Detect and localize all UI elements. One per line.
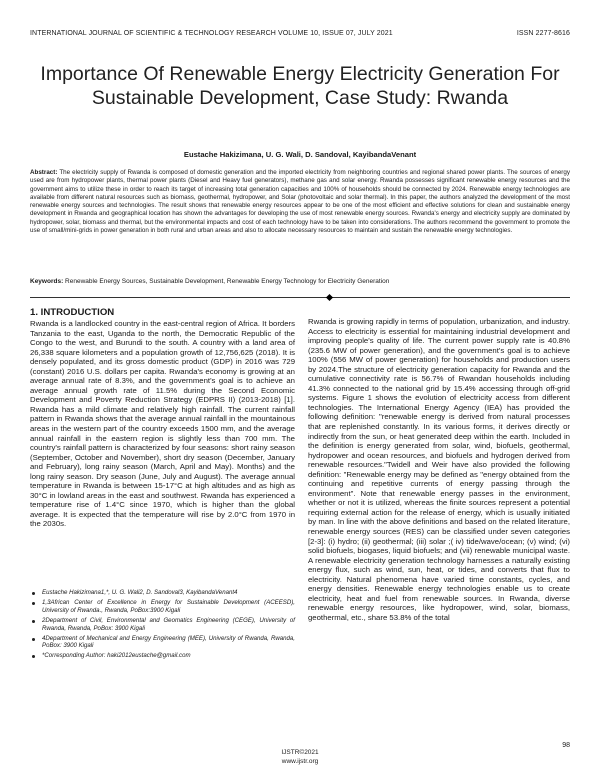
keywords-label: Keywords: [30, 278, 64, 285]
affiliation-item: 1,3African Center of Excellence in Energy for Sustainable Development (ACEESD), University of Rwanda., Rwanda, PoBox:3900 Kigali [30, 599, 295, 615]
issn: ISSN 2277-8616 [516, 30, 570, 37]
divider-line [30, 297, 570, 298]
affiliation-list [30, 589, 295, 662]
section-heading: 1. INTRODUCTION [30, 307, 115, 318]
journal-header: INTERNATIONAL JOURNAL OF SCIENTIFIC & TECHNOLOGY RESEARCH VOLUME 10, ISSUE 07, JULY 2021 [30, 30, 393, 37]
journal-url[interactable]: www.ijstr.org [281, 758, 319, 765]
copyright-footer: IJSTR©2021 [281, 749, 319, 756]
abstract [30, 169, 570, 235]
corresponding-author: *Corresponding Author: haki2012eustache@gmail.com [30, 652, 295, 660]
intro-paragraph-right: Rwanda is growing rapidly in terms of population, urbanization, and industry. Access to electricity is essential for maintaining industrial development and improving people's quality of life. The current power supply rate is 40.8% (235.6 MW of power generation), and the government's goal is to achieve 100% (556 MW of power generation) for households and production users by 2024.The structure of electricity generation capacity for Rwanda and the cumulative connectivity rate is 56.7% of Rwandan households including 41.3% connected to the national grid by 15.4% accessing through off-grid systems. Figure 1 shows the evolution of electricity access from different technologies. The International Energy Agency (IEA) has provided the following definition: "renewable energy is derived from natural processes that are replenished constantly. In its various forms, it derives directly or indirectly from the sun, or heat generated deep within the earth. Included in the definition is energy generated from solar, wind, biofuels, geothermal, hydropower and ocean resources, and biofuels and hydrogen derived from renewable resources."Twidell and Weir have also provided the following definition: "Renewable energy may be defined as "energy obtained from the continuing and repetitive currents of energy passing through the environment". Note that renewable energy passes in the environment, whether or not it is utilized, whereas the finite sources represent a potential requiring external action for the release of energy, which is usually initiated by man. In line with the above definitions and based on the related literature, renewable energy sources (RES) can be classified under seven categories [2-3]: (i) hydro; (ii) geothermal; (iii) solar ;( iv) tide/wave/ocean; (v) wind; (vi) solid biofuels, biogases, liquid biofuels; and (vii) renewable municipal waste. A renewable electricity generation technology harnesses a naturally existing energy flux, such as wind, sun, heat, or tides, and converts that flux to electricity. Natural phenomena have varied time constants, cycles, and energy densities. Renewable energy technologies enable us to create electricity, heat and fuel from renewable sources. In Rwanda, diverse renewable energy resources, like hydropower, wind, solar, biomass, geothermal, etc., share 53.8% of the total [308, 317, 570, 622]
right-column [308, 317, 570, 623]
affiliation-item: 2Department of Civil, Environmental and Geomatics Engineering (CEGE), University of Rwanda, Rwanda, PoBox: 3900 Kigali [30, 617, 295, 633]
divider-diamond-icon [326, 294, 333, 301]
keywords-text: Renewable Energy Sources, Sustainable Development, Renewable Energy Technology for Electricity Generation [65, 278, 390, 285]
author-list: Eustache Hakizimana, U. G. Wali, D. Sandoval, KayibandaVenant [183, 150, 417, 159]
intro-paragraph-left: Rwanda is a landlocked country in the east-central region of Africa. It borders Tanzania to the east, Uganda to the north, the Democratic Republic of the Congo to the west, and Burundi to the south. A country with a land area of 26,338 square kilometers and a population growth of 12,756,625 (2018). It is densely populated, and its gross domestic product (GDP) in 2016 was 729 (constant) 2016 U.S. dollars per capita. Rwanda's economy is growing at an average annual rate of 8.3%, and the government's goal is to achieve an average annual growth rate of 11.5% during the Second Economic Development and Poverty Reduction Strategy (EDPRS II) (2013-2018) [1]. Rwanda has a mild climate and relatively high rainfall. The current rainfall pattern in Rwanda shows that the average annual rainfall in the mountainous areas in the western part of the country exceeds 1500 mm, and the average annual rainfall in the eastern region is slightly less than 700 mm. The country's rainfall pattern is characterized by four seasons: short rainy season (September, October and November), short dry season (December, January and February), long rainy season (March, April and May). Months) and the long rainy season. Dry season (June, July and August). The average annual temperature in Rwanda is between 15-17°C at high altitudes and as high as 30°C in lowland areas in the east and southwest. Rwanda has experienced a temperature rise of 1.4°C since 1970, which is higher than the global average. It is expected that the temperature will rise by 2.0°C from 1970 in the 2030s. [30, 319, 295, 529]
abstract-text: The electricity supply of Rwanda is composed of domestic generation and the imported electricity from neighboring countries and regional shared power plants. The sources of energy used are from hydropower plants, thermal power plants (Diesel and Heavy fuel generators), methane gas and solar energy. Rwanda possesses significant renewable energy resources and the government aims to utilize these in order to reach its target of increasing total generation capacities and 100% of households should be connected by 2024. Renewable energy technologies are available from different natural resources such as biomass, geothermal, hydropower, and Solar (photovoltaic and solar thermal). In this paper, the authors analyzed the development of the most renewable energy sources and technologies. The result shows that renewable energy resources appear to be one of the most efficient and effective solutions for clean and sustainable energy development in Rwanda and geographical location has shown the advantages for developing the use of most renewable energy sources. Rwanda's energy and electricity supply are dominated by hydropower, solar, biomass and thermal, but the environmental impacts and cost of each technology have to be taken into considerations. The authors recommend the government to promote the use of small/mini-grids in power generation in both rural and urban areas and also to allocate necessary resources to maintain and sustain the renewable energy technologies. [30, 169, 570, 234]
running-header [30, 30, 570, 37]
keywords [30, 278, 570, 286]
paper-title: Importance Of Renewable Energy Electricity Generation For Sustainable Development, Case Study: Rwanda [40, 63, 560, 109]
abstract-label: Abstract: [30, 169, 58, 176]
page-footer [200, 748, 400, 766]
left-column [30, 307, 295, 529]
affiliation-item: 4Department of Mechanical and Energy Engineering (MEE), University of Rwanda, Rwanda, PoBox: 3900 Kigali [30, 635, 295, 651]
affiliation-item: Eustache Hakizimana1,*, U. G. Wali2, D. Sandoval3, KayibandaVenant4 [30, 589, 295, 597]
section-divider [30, 294, 570, 302]
page-number: 98 [562, 742, 570, 749]
